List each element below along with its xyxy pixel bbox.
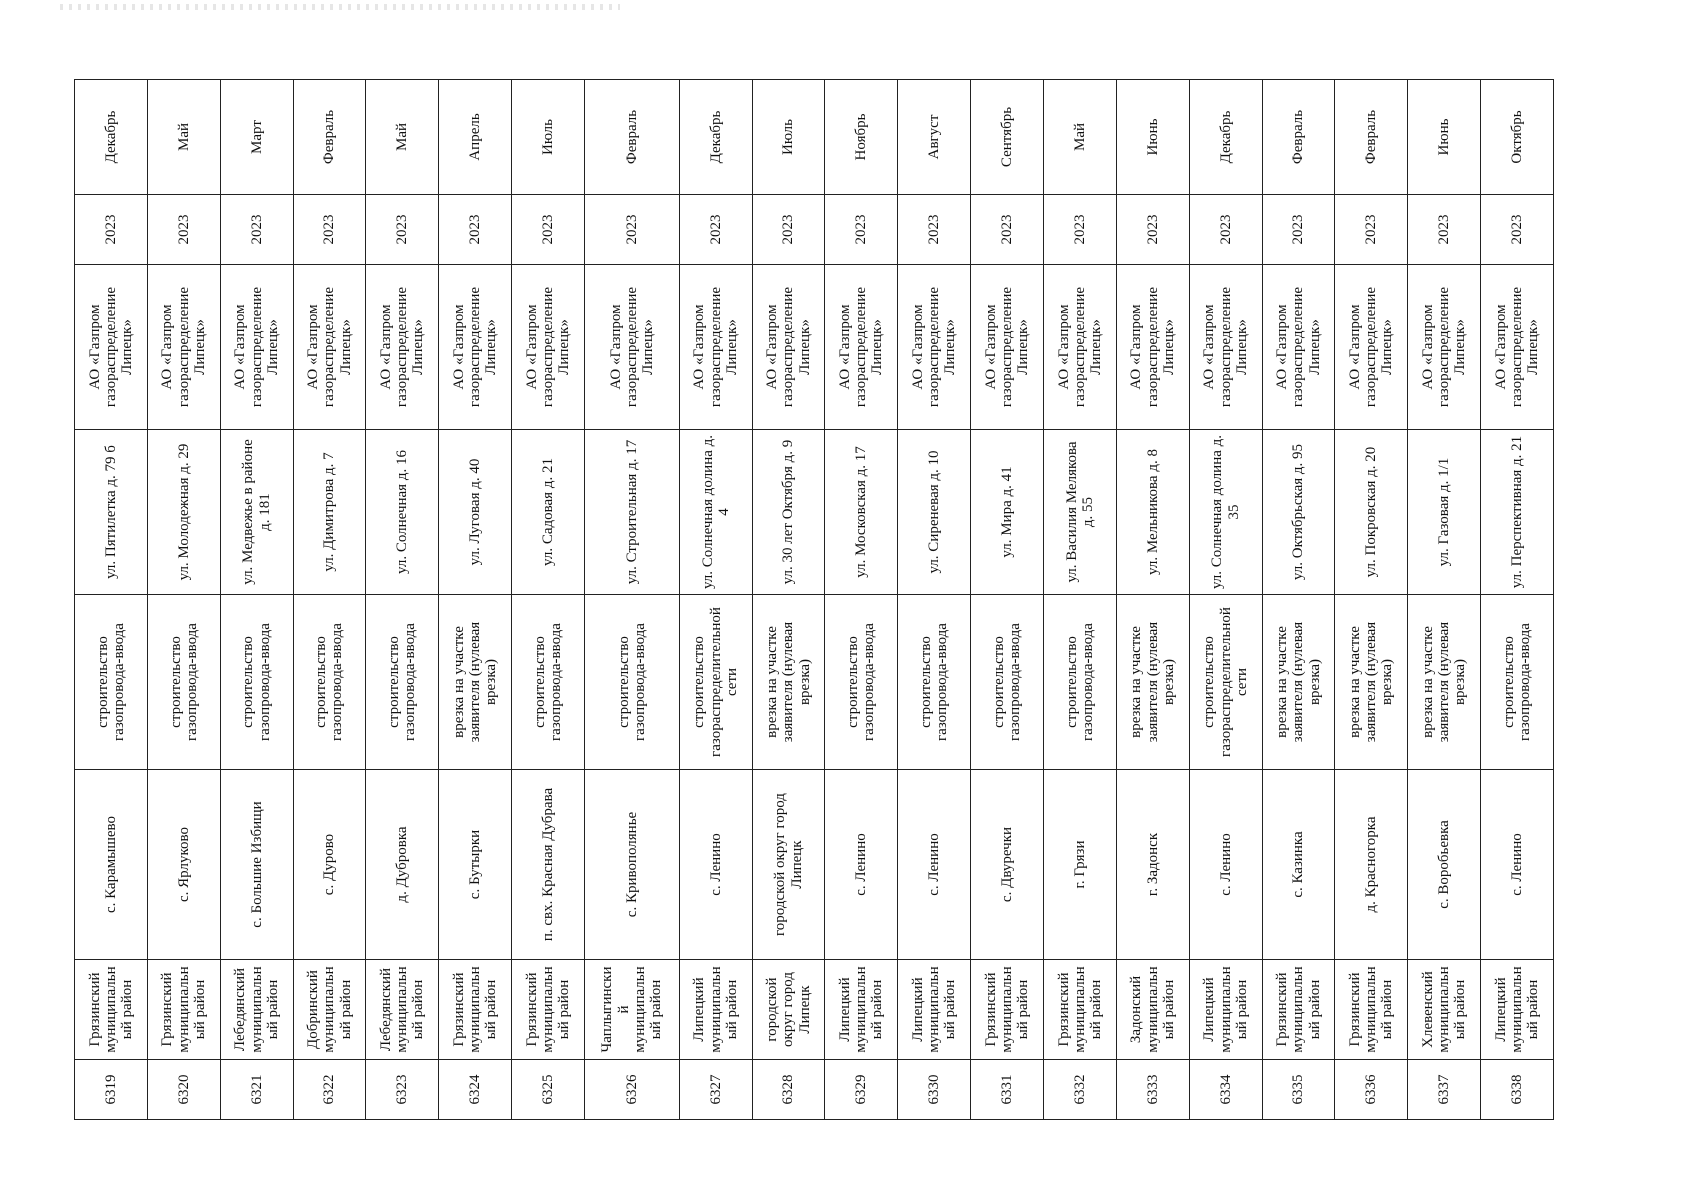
- organization-cell: АО «Газпром газораспределение Липецк»: [679, 265, 752, 430]
- row-number: 6320: [147, 1060, 220, 1120]
- district-cell: Чаплыгинский муниципальный район: [584, 960, 679, 1060]
- month-cell: Июнь: [1116, 80, 1189, 195]
- work-type-cell: врезка на участке заявителя (нулевая врезка): [1335, 595, 1408, 770]
- work-type-cell: строительство газопровода-ввода: [366, 595, 439, 770]
- row-number: 6328: [752, 1060, 825, 1120]
- organization-cell: АО «Газпром газораспределение Липецк»: [147, 265, 220, 430]
- year-cell: 2023: [1335, 195, 1408, 265]
- address-cell: ул. Московская д. 17: [825, 430, 898, 595]
- work-type-cell: строительство газораспределительной сети: [1189, 595, 1262, 770]
- work-type-cell: строительство газопровода-ввода: [75, 595, 148, 770]
- district-cell: Грязинский муниципальный район: [439, 960, 512, 1060]
- locality-cell: с. Бутырки: [439, 770, 512, 960]
- table-row: [1481, 80, 1554, 1120]
- year-cell: 2023: [971, 195, 1044, 265]
- month-cell: Май: [147, 80, 220, 195]
- year-cell: 2023: [220, 195, 293, 265]
- organization-cell: АО «Газпром газораспределение Липецк»: [898, 265, 971, 430]
- work-type-cell: строительство газопровода-ввода: [1043, 595, 1116, 770]
- year-cell: 2023: [1043, 195, 1116, 265]
- locality-cell: с. Ленино: [1189, 770, 1262, 960]
- month-cell: Октябрь: [1481, 80, 1554, 195]
- work-type-cell: строительство газопровода-ввода: [971, 595, 1044, 770]
- work-type-cell: строительство газопровода-ввода: [584, 595, 679, 770]
- organization-cell: АО «Газпром газораспределение Липецк»: [1481, 265, 1554, 430]
- table-row: [1189, 80, 1262, 1120]
- locality-cell: с. Карамышево: [75, 770, 148, 960]
- work-type-cell: строительство газопровода-ввода: [293, 595, 366, 770]
- table-row: [1408, 80, 1481, 1120]
- address-cell: ул. Строительная д. 17: [584, 430, 679, 595]
- month-cell: Июль: [512, 80, 585, 195]
- address-cell: ул. Мира д. 41: [971, 430, 1044, 595]
- district-cell: Грязинский муниципальный район: [512, 960, 585, 1060]
- month-cell: Март: [220, 80, 293, 195]
- organization-cell: АО «Газпром газораспределение Липецк»: [75, 265, 148, 430]
- address-cell: ул. Медвежье в районе д. 181: [220, 430, 293, 595]
- locality-cell: городской округ город Липецк: [752, 770, 825, 960]
- row-number: 6323: [366, 1060, 439, 1120]
- district-cell: Грязинский муниципальный район: [1262, 960, 1335, 1060]
- district-cell: Липецкий муниципальный район: [898, 960, 971, 1060]
- organization-cell: АО «Газпром газораспределение Липецк»: [971, 265, 1044, 430]
- address-cell: ул. Октябрьская д. 95: [1262, 430, 1335, 595]
- table-row: [1262, 80, 1335, 1120]
- district-cell: Задонский муниципальный район: [1116, 960, 1189, 1060]
- year-cell: 2023: [825, 195, 898, 265]
- address-cell: ул. Сиреневая д. 10: [898, 430, 971, 595]
- address-cell: ул. Солнечная долина д. 4: [679, 430, 752, 595]
- locality-cell: д. Красногорка: [1335, 770, 1408, 960]
- address-cell: ул. Солнечная долина д. 35: [1189, 430, 1262, 595]
- row-number: 6331: [971, 1060, 1044, 1120]
- table-row: [1116, 80, 1189, 1120]
- row-number: 6337: [1408, 1060, 1481, 1120]
- locality-cell: с. Дурово: [293, 770, 366, 960]
- district-cell: Липецкий муниципальный район: [679, 960, 752, 1060]
- table-row: [898, 80, 971, 1120]
- year-cell: 2023: [512, 195, 585, 265]
- table-row: [439, 80, 512, 1120]
- table-row: [75, 80, 148, 1120]
- month-cell: Февраль: [1335, 80, 1408, 195]
- district-cell: Грязинский муниципальный район: [1043, 960, 1116, 1060]
- locality-cell: с. Двуречки: [971, 770, 1044, 960]
- year-cell: 2023: [366, 195, 439, 265]
- month-cell: Май: [366, 80, 439, 195]
- month-cell: Июнь: [1408, 80, 1481, 195]
- address-cell: ул. Перспективная д. 21: [1481, 430, 1554, 595]
- locality-cell: с. Ярлуково: [147, 770, 220, 960]
- district-cell: Лебедянский муниципальный район: [220, 960, 293, 1060]
- district-cell: Добринский муниципальный район: [293, 960, 366, 1060]
- row-number: 6322: [293, 1060, 366, 1120]
- address-cell: ул. Димитрова д. 7: [293, 430, 366, 595]
- year-cell: 2023: [75, 195, 148, 265]
- row-number: 6321: [220, 1060, 293, 1120]
- organization-cell: АО «Газпром газораспределение Липецк»: [366, 265, 439, 430]
- district-cell: Липецкий муниципальный район: [1481, 960, 1554, 1060]
- district-cell: Лебедянский муниципальный район: [366, 960, 439, 1060]
- work-type-cell: строительство газопровода-ввода: [512, 595, 585, 770]
- row-number: 6332: [1043, 1060, 1116, 1120]
- table-row: [512, 80, 585, 1120]
- organization-cell: АО «Газпром газораспределение Липецк»: [1189, 265, 1262, 430]
- row-number: 6330: [898, 1060, 971, 1120]
- organization-cell: АО «Газпром газораспределение Липецк»: [1262, 265, 1335, 430]
- locality-cell: г. Грязи: [1043, 770, 1116, 960]
- year-cell: 2023: [752, 195, 825, 265]
- table-row: [366, 80, 439, 1120]
- address-cell: ул. Мельникова д. 8: [1116, 430, 1189, 595]
- year-cell: 2023: [1408, 195, 1481, 265]
- month-cell: Декабрь: [75, 80, 148, 195]
- address-cell: ул. Газовая д. 1/1: [1408, 430, 1481, 595]
- year-cell: 2023: [1481, 195, 1554, 265]
- locality-cell: с. Кривополянье: [584, 770, 679, 960]
- address-cell: ул. Молодежная д. 29: [147, 430, 220, 595]
- organization-cell: АО «Газпром газораспределение Липецк»: [1043, 265, 1116, 430]
- locality-cell: с. Ленино: [898, 770, 971, 960]
- work-type-cell: строительство газопровода-ввода: [898, 595, 971, 770]
- row-number: 6325: [512, 1060, 585, 1120]
- row-number: 6336: [1335, 1060, 1408, 1120]
- table-row: [971, 80, 1044, 1120]
- work-type-cell: строительство газопровода-ввода: [220, 595, 293, 770]
- table-row: [584, 80, 679, 1120]
- month-cell: Июль: [752, 80, 825, 195]
- table-row: [752, 80, 825, 1120]
- work-type-cell: врезка на участке заявителя (нулевая врезка): [1116, 595, 1189, 770]
- district-cell: Грязинский муниципальный район: [147, 960, 220, 1060]
- year-cell: 2023: [439, 195, 512, 265]
- work-type-cell: врезка на участке заявителя (нулевая врезка): [1408, 595, 1481, 770]
- organization-cell: АО «Газпром газораспределение Липецк»: [512, 265, 585, 430]
- locality-cell: с. Воробьевка: [1408, 770, 1481, 960]
- month-cell: Декабрь: [679, 80, 752, 195]
- locality-cell: с. Казинка: [1262, 770, 1335, 960]
- organization-cell: АО «Газпром газораспределение Липецк»: [1335, 265, 1408, 430]
- address-cell: ул. Василия Мелякова д. 55: [1043, 430, 1116, 595]
- organization-cell: АО «Газпром газораспределение Липецк»: [439, 265, 512, 430]
- row-number: 6334: [1189, 1060, 1262, 1120]
- table-row: [1335, 80, 1408, 1120]
- work-type-cell: строительство газопровода-ввода: [825, 595, 898, 770]
- table-row: [147, 80, 220, 1120]
- organization-cell: АО «Газпром газораспределение Липецк»: [584, 265, 679, 430]
- work-type-cell: строительство газопровода-ввода: [1481, 595, 1554, 770]
- year-cell: 2023: [1116, 195, 1189, 265]
- table-row: [679, 80, 752, 1120]
- address-cell: ул. Садовая д. 21: [512, 430, 585, 595]
- month-cell: Ноябрь: [825, 80, 898, 195]
- year-cell: 2023: [1189, 195, 1262, 265]
- locality-cell: с. Ленино: [679, 770, 752, 960]
- month-cell: Август: [898, 80, 971, 195]
- district-cell: Хлевенский муниципальный район: [1408, 960, 1481, 1060]
- month-cell: Февраль: [584, 80, 679, 195]
- month-cell: Февраль: [1262, 80, 1335, 195]
- row-number: 6333: [1116, 1060, 1189, 1120]
- locality-cell: с. Большие Избищи: [220, 770, 293, 960]
- district-cell: Липецкий муниципальный район: [825, 960, 898, 1060]
- year-cell: 2023: [584, 195, 679, 265]
- locality-cell: г. Задонск: [1116, 770, 1189, 960]
- organization-cell: АО «Газпром газораспределение Липецк»: [1408, 265, 1481, 430]
- month-cell: Февраль: [293, 80, 366, 195]
- row-number: 6319: [75, 1060, 148, 1120]
- district-cell: Грязинский муниципальный район: [1335, 960, 1408, 1060]
- organization-cell: АО «Газпром газораспределение Липецк»: [1116, 265, 1189, 430]
- rotated-table-frame: [74, 80, 1554, 1120]
- locality-cell: п. свх. Красная Дубрава: [512, 770, 585, 960]
- organization-cell: АО «Газпром газораспределение Липецк»: [220, 265, 293, 430]
- table-body: [75, 80, 1554, 1120]
- organization-cell: АО «Газпром газораспределение Липецк»: [825, 265, 898, 430]
- work-type-cell: врезка на участке заявителя (нулевая врезка): [1262, 595, 1335, 770]
- table-row: [293, 80, 366, 1120]
- row-number: 6338: [1481, 1060, 1554, 1120]
- year-cell: 2023: [898, 195, 971, 265]
- month-cell: Сентябрь: [971, 80, 1044, 195]
- row-number: 6335: [1262, 1060, 1335, 1120]
- district-cell: Грязинский муниципальный район: [75, 960, 148, 1060]
- district-cell: городской округ город Липецк: [752, 960, 825, 1060]
- district-cell: Липецкий муниципальный район: [1189, 960, 1262, 1060]
- address-cell: ул. Покровская д. 20: [1335, 430, 1408, 595]
- work-type-cell: строительство газораспределительной сети: [679, 595, 752, 770]
- row-number: 6324: [439, 1060, 512, 1120]
- table-row: [825, 80, 898, 1120]
- work-type-cell: врезка на участке заявителя (нулевая врезка): [439, 595, 512, 770]
- year-cell: 2023: [147, 195, 220, 265]
- organization-cell: АО «Газпром газораспределение Липецк»: [293, 265, 366, 430]
- address-cell: ул. Луговая д. 40: [439, 430, 512, 595]
- locality-cell: с. Ленино: [825, 770, 898, 960]
- work-type-cell: врезка на участке заявителя (нулевая врезка): [752, 595, 825, 770]
- year-cell: 2023: [1262, 195, 1335, 265]
- organization-cell: АО «Газпром газораспределение Липецк»: [752, 265, 825, 430]
- address-cell: ул. Пятилетка д. 79 б: [75, 430, 148, 595]
- month-cell: Апрель: [439, 80, 512, 195]
- address-cell: ул. Солнечная д. 16: [366, 430, 439, 595]
- locality-cell: с. Ленино: [1481, 770, 1554, 960]
- scan-artifact: [60, 4, 620, 10]
- district-cell: Грязинский муниципальный район: [971, 960, 1044, 1060]
- month-cell: Декабрь: [1189, 80, 1262, 195]
- table-row: [1043, 80, 1116, 1120]
- address-cell: ул. 30 лет Октября д. 9: [752, 430, 825, 595]
- locality-cell: д. Дубровка: [366, 770, 439, 960]
- year-cell: 2023: [293, 195, 366, 265]
- row-number: 6329: [825, 1060, 898, 1120]
- row-number: 6326: [584, 1060, 679, 1120]
- table-row: [220, 80, 293, 1120]
- gasification-table: [74, 79, 1554, 1120]
- month-cell: Май: [1043, 80, 1116, 195]
- work-type-cell: строительство газопровода-ввода: [147, 595, 220, 770]
- row-number: 6327: [679, 1060, 752, 1120]
- year-cell: 2023: [679, 195, 752, 265]
